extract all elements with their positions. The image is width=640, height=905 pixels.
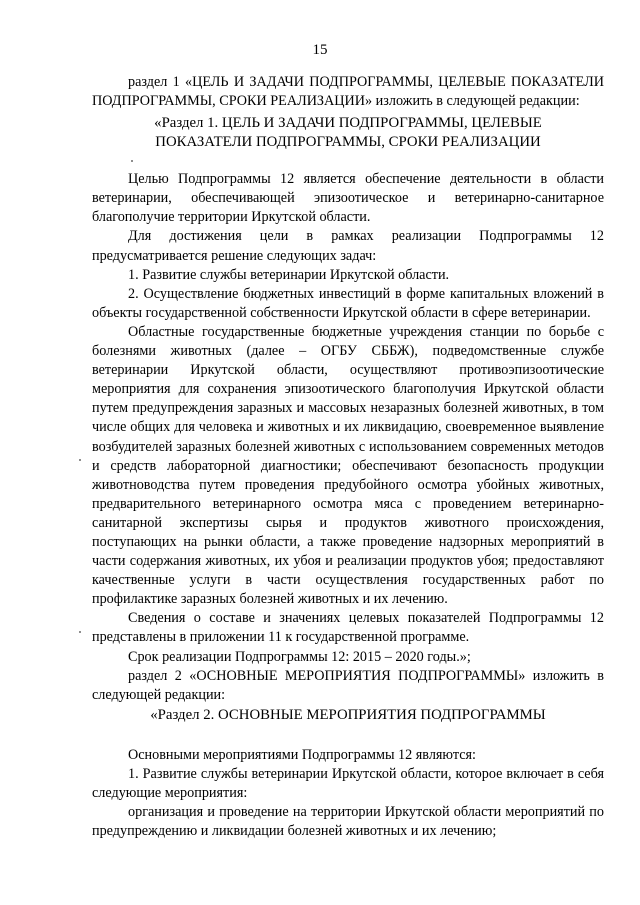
spacer — [92, 725, 604, 746]
intro-paragraph: раздел 1 «ЦЕЛЬ И ЗАДАЧИ ПОДПРОГРАММЫ, ЦЕЛЕВЫЕ ПОКАЗАТЕЛИ ПОДПРОГРАММЫ, СРОКИ РЕАЛИЗАЦИИ» изложить в следующей редакции: — [92, 74, 604, 110]
document-body — [92, 73, 604, 841]
page-number: 15 — [312, 42, 328, 58]
section1-heading-line1: «Раздел 1. ЦЕЛЬ И ЗАДАЧИ ПОДПРОГРАММЫ, ЦЕЛЕВЫЕ — [154, 115, 542, 132]
paragraph-indicators: Сведения о составе и значениях целевых показателей Подпрограммы 12 представлены в приложении 11 к государственной программе. — [92, 610, 604, 646]
paragraph-task-1: 1. Развитие службы ветеринарии Иркутской области. — [128, 266, 450, 283]
paragraph-measure-1: 1. Развитие службы ветеринарии Иркутской области, которое включает в себя следующие мероприятия: — [92, 765, 604, 801]
paragraph-goal: Целью Подпрограммы 12 является обеспечение деятельности в области ветеринарии, обеспечивающей эпизоотическое и ветеринарно-санитарное благополучие территории Иркутской области. — [92, 171, 604, 226]
paragraph-term: Срок реализации Подпрограммы 12: 2015 – 2020 годы.»; — [128, 648, 471, 665]
section2-heading: «Раздел 2. ОСНОВНЫЕ МЕРОПРИЯТИЯ ПОДПРОГРАММЫ — [150, 706, 546, 723]
scan-speck — [131, 160, 133, 162]
paragraph-ogbu-sbbzh: Областные государственные бюджетные учреждения станции по борьбе с болезнями животных (далее – ОГБУ СББЖ), подведомственные службе ветеринарии Иркутской области, осуществляют противоэпизоотические мероприятия для сохранения эпизоотического благополучия Иркутской области путем предупреждения заразных и массовых незаразных болезней животных, в том числе общих для человека и животных и их ликвидацию, своевременное выявление возбудителей заразных болезней животных с использованием современных методов и средств лабораторной диагностики; обеспечивают безопасность продукции животноводства путем проведения предубойного осмотра убойных животных, предварительного ветеринарного осмотра мяса с проведением ветеринарно-санитарной экспертизы сырья и продуктов животного происхождения, поступающих на рынки области, а также проведение надзорных мероприятий в части содержания животных, их убоя и реализации продуктов убоя; предоставляют качественные услуги в части осуществления государственных работ по профилактике заразных болезней животных и их лечению. — [92, 323, 604, 608]
paragraph-section2-intro: раздел 2 «ОСНОВНЫЕ МЕРОПРИЯТИЯ ПОДПРОГРАММЫ» изложить в следующей редакции: — [92, 667, 604, 703]
spacer — [92, 152, 604, 170]
section1-heading-line2: ПОКАЗАТЕЛИ ПОДПРОГРАММЫ, СРОКИ РЕАЛИЗАЦИИ — [155, 134, 541, 151]
scan-speck — [79, 459, 81, 461]
paragraph-measure-1-item: организация и проведение на территории Иркутской области мероприятий по предупреждению и ликвидации болезней животных и их лечению; — [92, 804, 604, 840]
paragraph-tasks-intro: Для достижения цели в рамках реализации Подпрограммы 12 предусматривается решение следующих задач: — [92, 228, 604, 264]
paragraph-task-2: 2. Осуществление бюджетных инвестиций в форме капитальных вложений в объекты государственной собственности Иркутской области в сфере ветеринарии. — [92, 285, 604, 321]
paragraph-main-measures: Основными мероприятиями Подпрограммы 12 являются: — [128, 746, 476, 763]
scan-speck — [79, 631, 81, 633]
